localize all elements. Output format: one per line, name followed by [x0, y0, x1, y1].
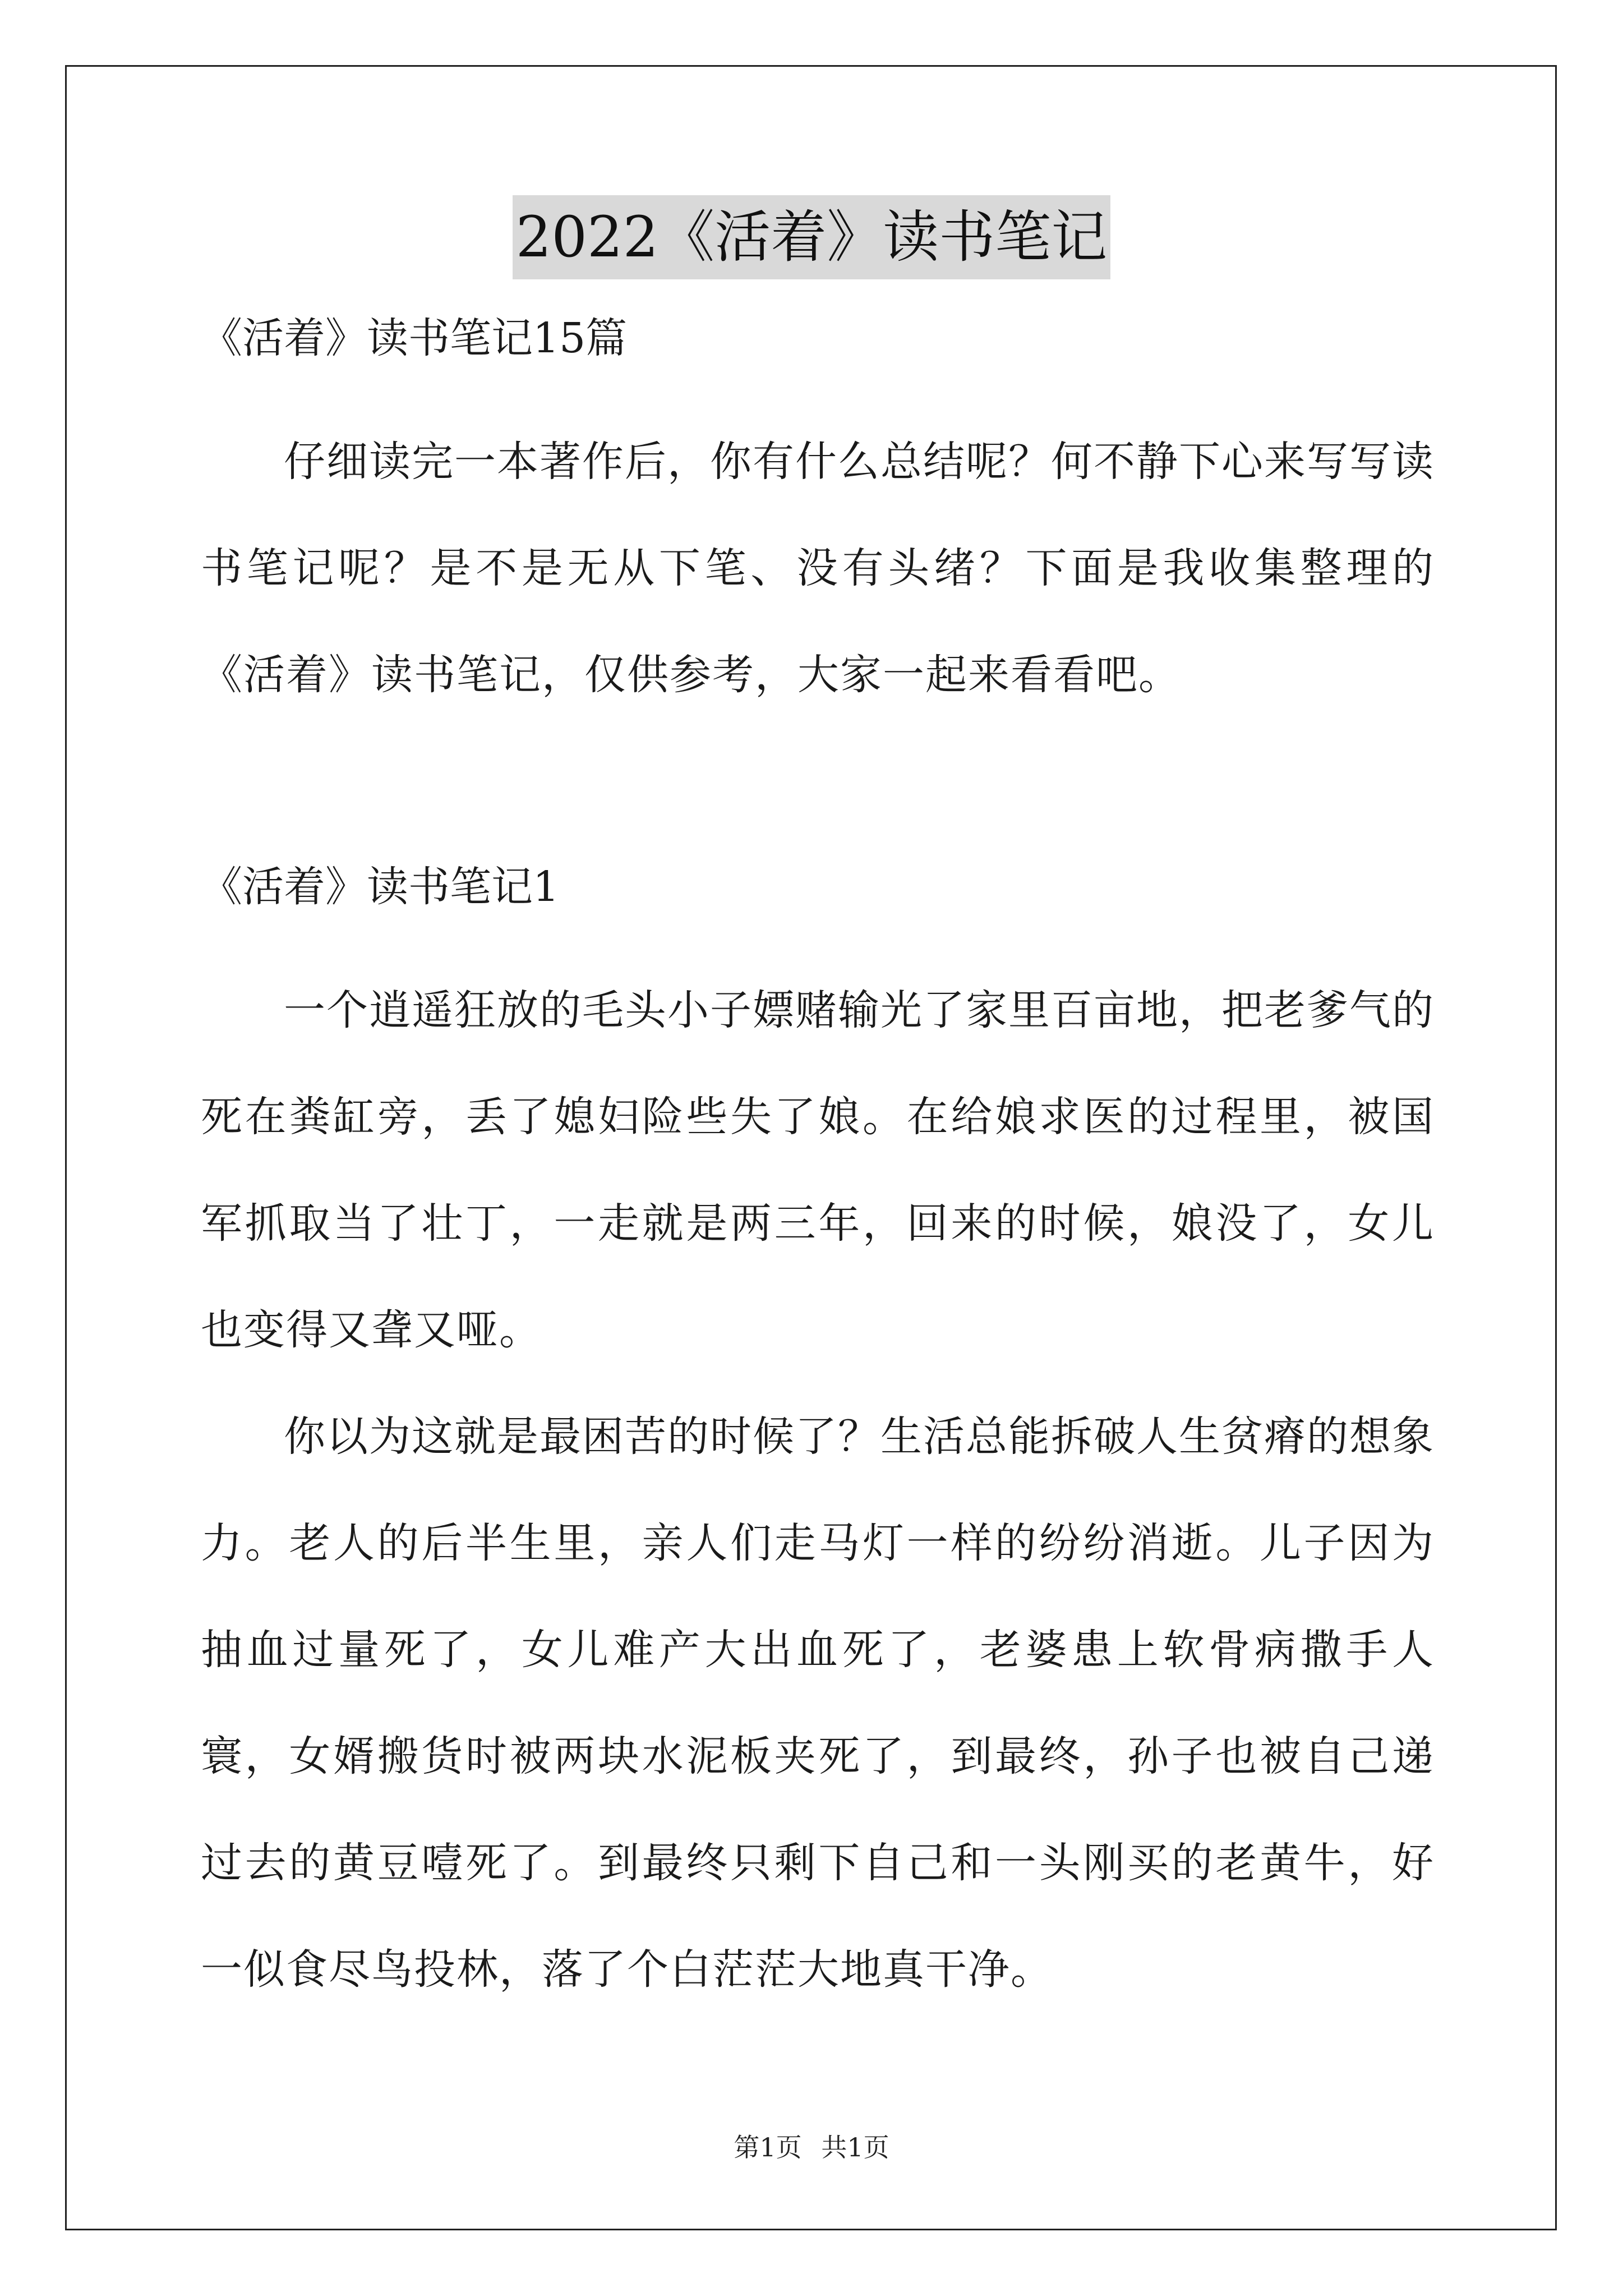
spacer: [201, 922, 1435, 957]
spacer: [201, 374, 1435, 408]
page-total: 共1页: [821, 2132, 889, 2162]
document-title: 2022《活着》读书笔记: [513, 195, 1111, 279]
spacer: [201, 728, 1435, 852]
document-body: [201, 303, 1435, 2023]
page-footer: [0, 2127, 1623, 2164]
title-container: [0, 195, 1623, 279]
collection-heading: 《活着》读书笔记15篇: [201, 314, 628, 362]
page-number: 第1页: [734, 2132, 802, 2162]
body-paragraph: 一个逍遥狂放的毛头小子嫖赌输光了家里百亩地，把老爹气的死在粪缸旁，丢了媳妇险些失了娘。在给娘求医的过程里，被国军抓取当了壮丁，一走就是两三年，回来的时候，娘没了，女儿也变得又聋又哑。: [201, 986, 1435, 1354]
section-heading: 《活着》读书笔记1: [201, 863, 560, 911]
intro-paragraph: 仔细读完一本著作后，你有什么总结呢？何不静下心来写写读书笔记呢？是不是无从下笔、没有头绪？下面是我收集整理的《活着》读书笔记，仅供参考，大家一起来看看吧。: [201, 438, 1435, 699]
body-paragraph: 你以为这就是最困苦的时候了？生活总能拆破人生贫瘠的想象力。老人的后半生里，亲人们走马灯一样的纷纷消逝。儿子因为抽血过量死了，女儿难产大出血死了，老婆患上软骨病撒手人寰，女婿搬货时被两块水泥板夹死了，到最终，孙子也被自己递过去的黄豆噎死了。到最终只剩下自己和一头刚买的老黄牛，好一似食尽鸟投林，落了个白茫茫大地真干净。: [201, 1412, 1435, 1994]
